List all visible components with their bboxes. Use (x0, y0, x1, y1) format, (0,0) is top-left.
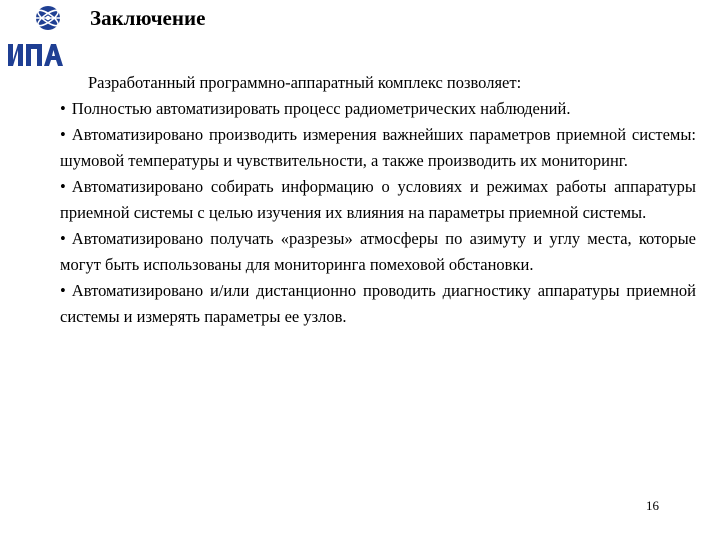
bullet-text-2: Автоматизировано производить измерения важнейших параметров приемной системы: шумовой температуры и чувствительности, а также производить их мониторинг. (60, 125, 696, 170)
bullet-text-4: Автоматизировано получать «разрезы» атмосферы по азимуту и углу места, которые могут быть использованы для мониторинга помеховой обстановки. (60, 229, 696, 274)
bullet-icon: • (60, 177, 66, 196)
bullet-item-2 (60, 122, 696, 174)
bullet-item-1 (60, 96, 696, 122)
institute-logo (4, 4, 66, 68)
bullet-icon: • (60, 281, 66, 300)
slide-title: Заключение (90, 6, 206, 30)
logo-graphic (4, 4, 66, 68)
page-number: 16 (646, 498, 659, 513)
bullet-icon: • (60, 99, 66, 118)
slide-body (60, 70, 696, 330)
bullet-icon: • (60, 229, 66, 248)
bullet-text-3: Автоматизировано собирать информацию о условиях и режимах работы аппаратуры приемной системы с целью изучения их влияния на параметры приемной системы. (60, 177, 696, 222)
bullet-icon: • (60, 125, 66, 144)
bullet-item-4 (60, 226, 696, 278)
bullet-text-1: Полностью автоматизировать процесс радиометрических наблюдений. (71, 99, 571, 118)
bullet-text-5: Автоматизировано и/или дистанционно проводить диагностику аппаратуры приемной системы и измерять параметры ее узлов. (60, 281, 696, 326)
bullet-item-5 (60, 278, 696, 330)
bullet-item-3 (60, 174, 696, 226)
intro-text: Разработанный программно-аппаратный комплекс позволяет: (88, 73, 522, 92)
